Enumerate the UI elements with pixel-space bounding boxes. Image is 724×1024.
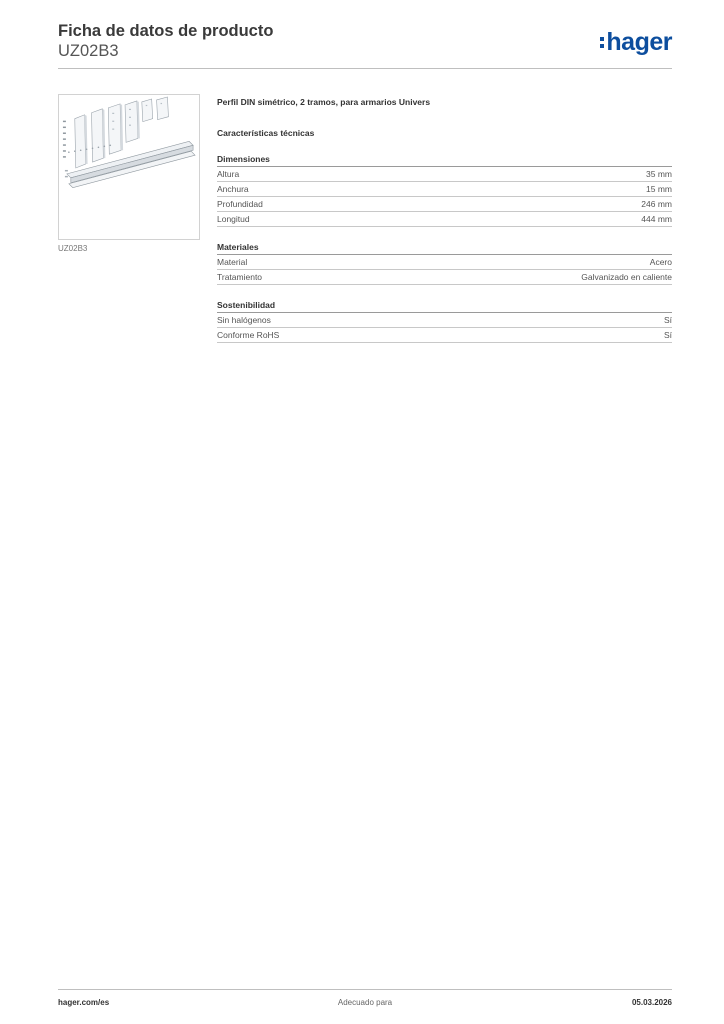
footer-date: 05.03.2026 [631, 998, 672, 1007]
product-description: Perfil DIN simétrico, 2 tramos, para armarios Univers [217, 97, 431, 107]
spec-label: Tratamiento [217, 272, 263, 282]
dimensions-section [217, 153, 672, 227]
spec-value: Acero [649, 257, 672, 267]
page-footer [58, 998, 672, 1010]
spec-label: Profundidad [217, 199, 263, 209]
spec-label: Longitud [217, 214, 250, 224]
product-code: UZ02B3 [58, 42, 119, 60]
spec-label: Material [217, 257, 248, 267]
spec-value: 35 mm [646, 169, 672, 179]
spec-value: Galvanizado en caliente [581, 272, 672, 282]
spec-value: Sí [663, 330, 672, 340]
section-title: Sostenibilidad [217, 299, 672, 313]
spec-row [217, 197, 672, 212]
footer-divider [58, 989, 672, 990]
product-details [217, 96, 672, 343]
header-divider [58, 68, 672, 69]
spec-label: Anchura [217, 184, 249, 194]
spec-row [217, 212, 672, 227]
spec-row [217, 167, 672, 182]
spec-row [217, 182, 672, 197]
section-title: Dimensiones [217, 153, 672, 167]
hager-logo [600, 29, 672, 55]
spec-row [217, 328, 672, 343]
spec-value: 444 mm [641, 214, 672, 224]
spec-row [217, 313, 672, 328]
din-rail-illustration-icon [59, 95, 199, 239]
website-link[interactable]: hager.com/es [58, 998, 110, 1007]
spec-row [217, 270, 672, 285]
footer-center-text: Adecuado para [337, 998, 393, 1007]
page-header [58, 21, 672, 69]
document-title: Ficha de datos de producto [58, 22, 274, 40]
image-caption: UZ02B3 [58, 244, 88, 253]
product-image [58, 94, 200, 240]
spec-label: Conforme RoHS [217, 330, 280, 340]
spec-label: Altura [217, 169, 240, 179]
materials-section [217, 241, 672, 285]
technical-characteristics-title: Características técnicas [217, 128, 315, 138]
logo-mark-icon [600, 31, 604, 53]
spec-value: Sí [663, 315, 672, 325]
spec-row [217, 255, 672, 270]
sustainability-section [217, 299, 672, 343]
logo-text: hager [606, 28, 672, 56]
spec-value: 15 mm [646, 184, 672, 194]
section-title: Materiales [217, 241, 672, 255]
spec-label: Sin halógenos [217, 315, 271, 325]
spec-value: 246 mm [641, 199, 672, 209]
